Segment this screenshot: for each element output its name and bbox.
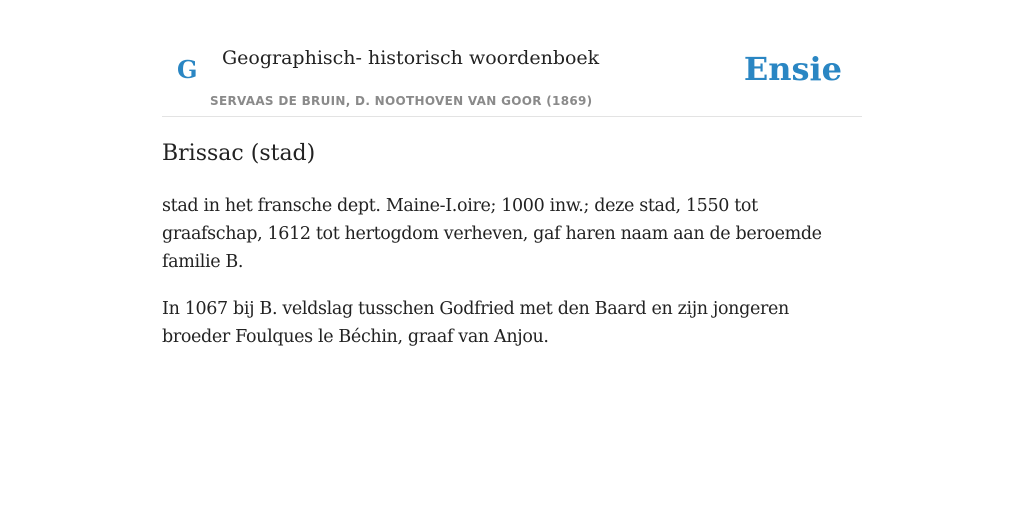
entry-title: Brissac (stad) <box>162 141 316 166</box>
book-title[interactable]: Geographisch- historisch woordenboek <box>222 47 600 69</box>
entry-content <box>162 138 862 351</box>
entry-paragraph: stad in het fransche dept. Maine-I.oire; 1000 inw.; deze stad, 1550 tot graafschap, 1612 tot hertogdom verheven, gaf haren naam aan de beroemde familie B. <box>162 196 822 272</box>
book-header <box>162 0 862 117</box>
book-letter-icon[interactable]: G <box>177 55 198 84</box>
entry-paragraph: In 1067 bij B. veldslag tusschen Godfried met den Baard en zijn jongeren broeder Foulques le Béchin, graaf van Anjou. <box>162 299 789 347</box>
ensie-logo-link[interactable]: Ensie <box>743 50 842 88</box>
book-author: SERVAAS DE BRUIN, D. NOOTHOVEN VAN GOOR (1869) <box>210 94 593 108</box>
